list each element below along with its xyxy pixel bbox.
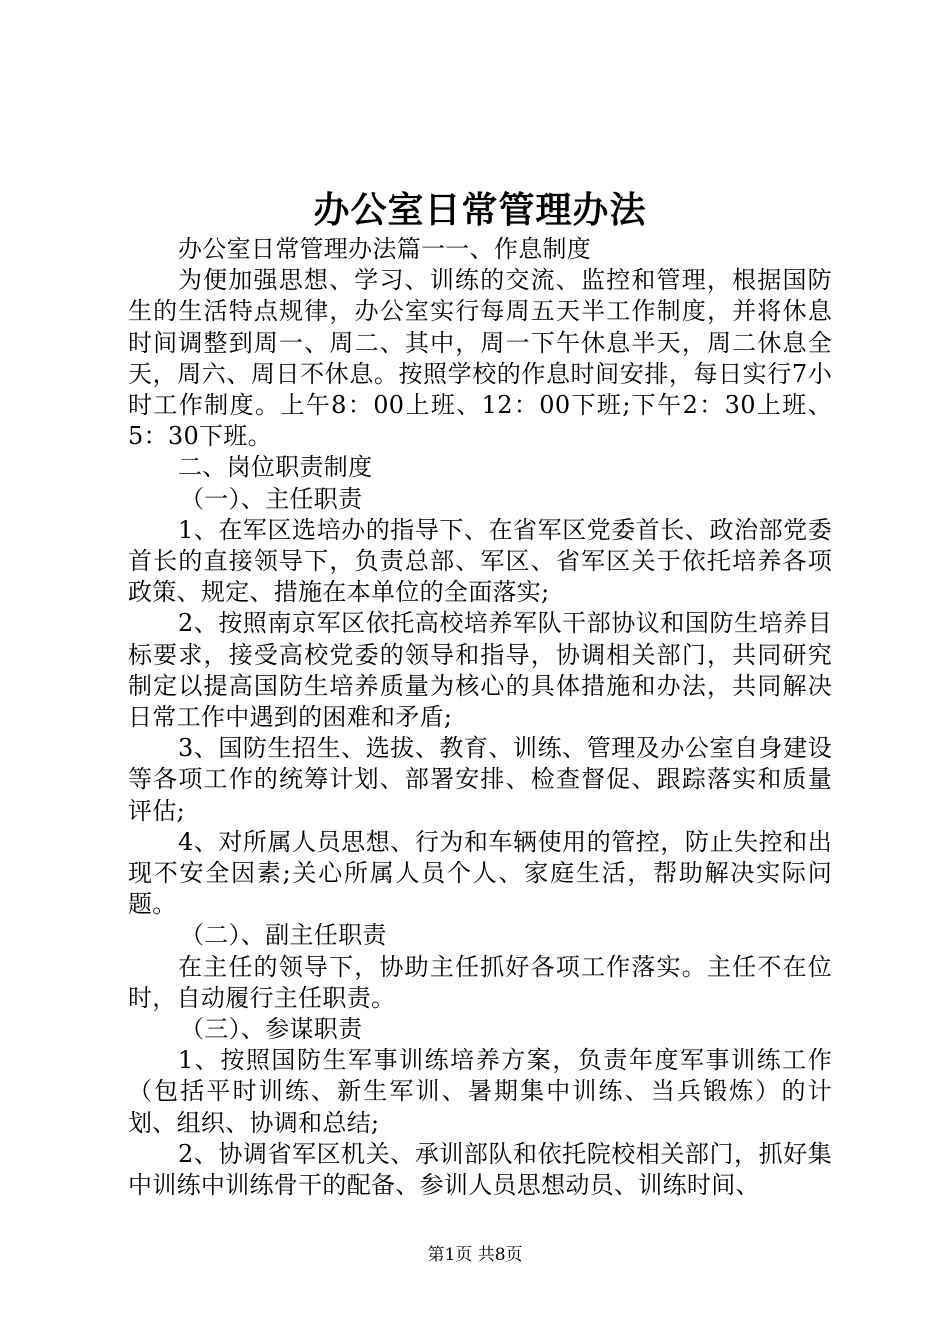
subsection-heading: （一）、主任职责 bbox=[180, 484, 363, 513]
subsection-heading: （二）、副主任职责 bbox=[180, 921, 387, 950]
page-number-footer: 第1页 共8页 bbox=[427, 1245, 523, 1265]
section-heading: 二、岗位职责制度 bbox=[178, 453, 373, 482]
section-heading: 办公室日常管理办法篇一一、作息制度 bbox=[178, 235, 592, 263]
list-item: 1、在军区选培办的指导下、在省军区党委首长、政治部党委首长的直接领导下，负责总部、军区、省军区关于依托培养各项政策、规定、措施在本单位的全面落实; bbox=[128, 515, 832, 607]
document-title: 办公室日常管理办法 bbox=[313, 189, 647, 231]
list-item: 2、协调省军区机关、承训部队和依托院校相关部门，抓好集中训练中训练骨干的配备、参训人员思想动员、训练时间、 bbox=[128, 1139, 832, 1200]
paragraph: 在主任的领导下，协助主任抓好各项工作落实。主任不在位时，自动履行主任职责。 bbox=[128, 952, 832, 1012]
document-body bbox=[128, 234, 832, 1201]
subsection-heading: （三）、参谋职责 bbox=[180, 1015, 363, 1044]
list-item: 1、按照国防生军事训练培养方案，负责年度军事训练工作（包括平时训练、新生军训、暑期集中训练、当兵锻炼）的计划、组织、协调和总结; bbox=[128, 1046, 832, 1137]
list-item: 4、对所属人员思想、行为和车辆使用的管控，防止失控和出现不安全因素;关心所属人员个人、家庭生活，帮助解决实际问题。 bbox=[128, 827, 832, 919]
list-item: 2、按照南京军区依托高校培养军队干部协议和国防生培养目标要求，接受高校党委的领导和指导，协调相关部门，共同研究制定以提高国防生培养质量为核心的具体措施和办法，共同解决日常工作中遇到的困难和矛盾; bbox=[128, 609, 832, 732]
paragraph: 为便加强思想、学习、训练的交流、监控和管理，根据国防生的生活特点规律，办公室实行每周五天半工作制度，并将休息时间调整到周一、周二、其中，周一下午休息半天，周二休息全天，周六、周日不休息。按照学校的作息时间安排，每日实行7小时工作制度。上午8：00上班、12：00下班;下午2：30上班、5：30下班。 bbox=[128, 266, 832, 451]
list-item: 3、国防生招生、选拔、教育、训练、管理及办公室自身建设等各项工作的统筹计划、部署安排、检查督促、跟踪落实和质量评估; bbox=[128, 734, 832, 825]
